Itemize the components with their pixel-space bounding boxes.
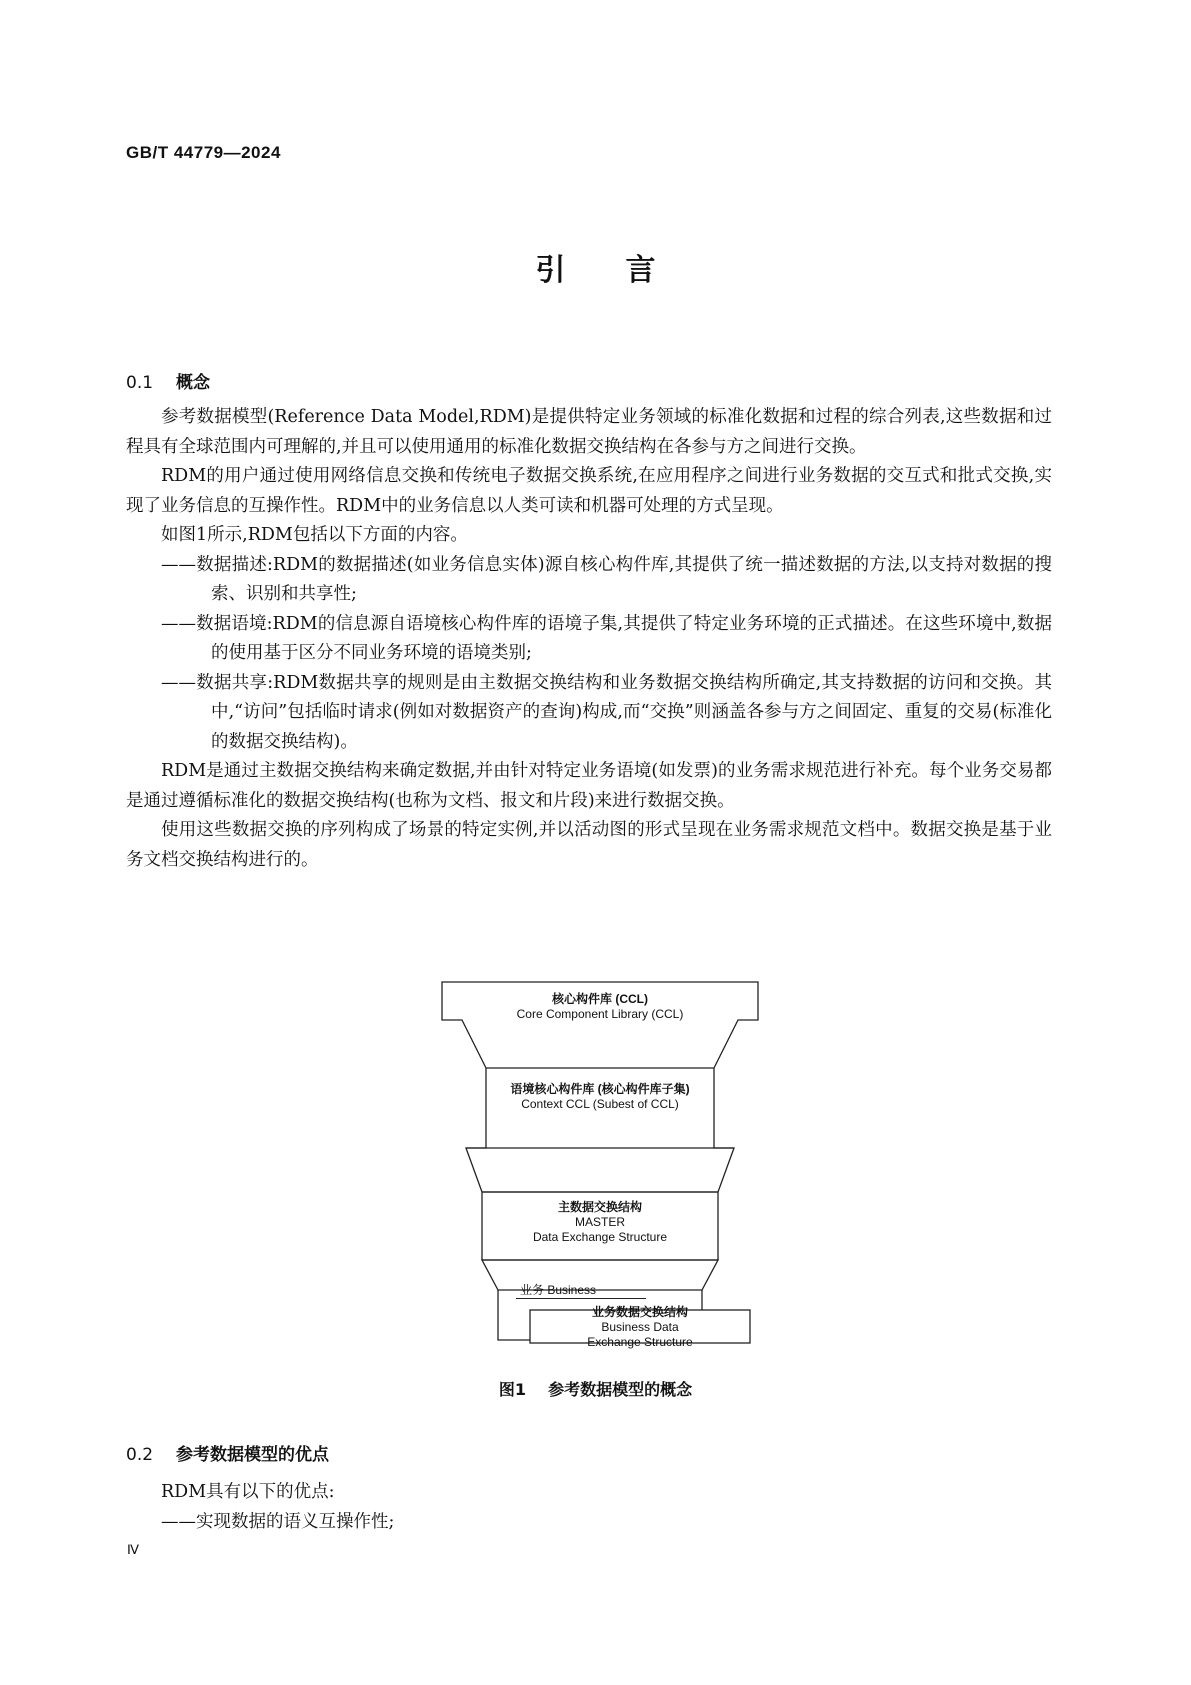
ccl-label	[440, 992, 760, 1022]
page-title: 引言	[535, 253, 716, 288]
context-label	[440, 1082, 760, 1112]
section-heading-0-2	[126, 1440, 329, 1465]
bdes-label	[540, 1305, 740, 1350]
context-en: Context CCL (Subest of CCL)	[521, 1097, 679, 1111]
bdes-cn: 业务数据交换结构	[591, 1305, 688, 1319]
bdes-en2: Exchange Structure	[587, 1335, 693, 1349]
section-title: 概念	[176, 373, 210, 393]
paragraph: 参考数据模型(Reference Data Model,RDM)是提供特定业务领域的标准化数据和过程的综合列表,这些数据和过程具有全球范围内可理解的,并且可以使用通用的标准化数据交换结构在各参与方之间进行交换。	[126, 407, 1052, 457]
master-en1: MASTER	[574, 1215, 625, 1229]
paragraph: RDM具有以下的优点:	[161, 1482, 335, 1502]
section-number: 0.2	[126, 1445, 154, 1465]
section-0-1-body	[126, 403, 1052, 875]
rdm-concept-figure	[440, 980, 760, 1349]
context-cn: 语境核心构件库 (核心构件库子集)	[510, 1082, 690, 1096]
figure-number: 图1	[498, 1380, 527, 1399]
ccl-cn: 核心构件库 (CCL)	[552, 992, 648, 1006]
section-title: 参考数据模型的优点	[176, 1445, 329, 1465]
bdes-en1: Business Data	[601, 1320, 679, 1334]
list-item: ——实现数据的语义互操作性;	[161, 1511, 395, 1532]
master-label	[440, 1200, 760, 1245]
section-0-2-body	[126, 1478, 1052, 1537]
paragraph: 如图1所示,RDM包括以下方面的内容。	[161, 525, 468, 545]
list-item: ——数据描述:RDM的数据描述(如业务信息实体)源自核心构件库,其提供了统一描述数据的方法,以支持对数据的搜索、识别和共享性;	[161, 554, 1052, 604]
standard-code: GB/T 44779—2024	[126, 143, 281, 162]
paragraph: RDM是通过主数据交换结构来确定数据,并由针对特定业务语境(如发票)的业务需求规范进行补充。每个业务交易都是通过遵循标准化的数据交换结构(也称为文档、报文和片段)来进行数据交换。	[126, 761, 1052, 811]
figure-title: 参考数据模型的概念	[548, 1380, 693, 1399]
bdes-box-top	[516, 1298, 646, 1299]
section-number: 0.1	[126, 373, 154, 393]
master-en2: Data Exchange Structure	[532, 1230, 668, 1244]
paragraph: RDM的用户通过使用网络信息交换和传统电子数据交换系统,在应用程序之间进行业务数据的交互式和批式交换,实现了业务信息的互操作性。RDM中的业务信息以人类可读和机器可处理的方式呈现。	[126, 466, 1052, 516]
context-funnel-taper	[466, 1148, 734, 1192]
list-item: ——数据语境:RDM的信息源自语境核心构件库的语境子集,其提供了特定业务环境的正式描述。在这些环境中,数据的使用基于区分不同业务环境的语境类别;	[161, 613, 1052, 663]
figure-caption	[0, 1377, 1191, 1400]
list-item: ——数据共享:RDM数据共享的规则是由主数据交换结构和业务数据交换结构所确定,其支持数据的访问和交换。其中,“访问”包括临时请求(例如对数据资产的查询)构成,而“交换”则涵盖各参与方之间固定、重复的交易(标准化的数据交换结构)。	[161, 672, 1052, 752]
section-heading-0-1	[126, 368, 210, 393]
business-label	[520, 1283, 640, 1298]
ccl-en: Core Component Library (CCL)	[516, 1007, 684, 1021]
paragraph: 使用这些数据交换的序列构成了场景的特定实例,并以活动图的形式呈现在业务需求规范文档中。数据交换是基于业务文档交换结构进行的。	[126, 820, 1052, 870]
master-cn: 主数据交换结构	[557, 1200, 642, 1214]
page-number: Ⅳ	[127, 1542, 139, 1557]
business-text: 业务 Business	[520, 1283, 597, 1297]
